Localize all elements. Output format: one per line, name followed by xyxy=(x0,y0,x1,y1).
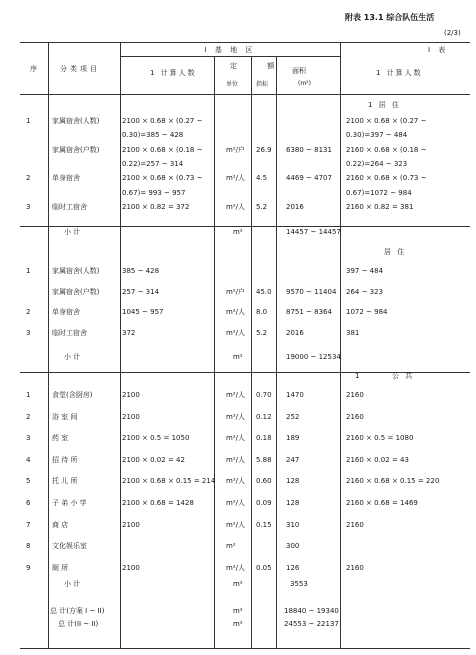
cell-no: 2 xyxy=(26,174,31,183)
cell-name: 商 店 xyxy=(52,520,69,529)
cell-name: 文化娱乐室 xyxy=(52,542,87,551)
group1-header: I 基 地 区 xyxy=(204,46,256,54)
cell-area: 300 xyxy=(286,542,300,551)
group1-people-header: 1 计算人数 xyxy=(150,69,197,77)
cell-name: 家属宿舍(人数) xyxy=(52,117,100,125)
cell-right: 2160 × 0.68 × 0.15 = 220 xyxy=(346,477,440,486)
cell-index: 8.0 xyxy=(256,308,268,316)
cell-name: 家属宿舍(户数) xyxy=(52,145,100,154)
cell-index: 5.2 xyxy=(256,202,268,211)
cell-unit: m²/人 xyxy=(226,434,245,443)
cell-index: 0.60 xyxy=(256,477,272,486)
cell-name: 浴 室 间 xyxy=(52,412,78,421)
subtotal1-unit: m² xyxy=(233,228,243,236)
subtotal3-area: 3553 xyxy=(290,580,308,588)
group2-header: I 表 xyxy=(428,46,449,54)
cell-no: 1 xyxy=(26,267,31,275)
cell-right: 2160 × 0.68 = 1469 xyxy=(346,499,418,507)
cell-unit: m²/户 xyxy=(226,287,245,296)
cell-no: 9 xyxy=(26,563,31,572)
cell-right: 2160 xyxy=(346,520,364,529)
subtotal3-label: 小 计 xyxy=(64,580,81,588)
total-a-area: 18840 ~ 19340 xyxy=(284,607,339,615)
cell-right: 2160 × 0.68 × (0.18 ~ xyxy=(346,145,427,154)
cell-people: 0.22)=257 ~ 314 xyxy=(122,159,184,168)
cell-people: 2100 xyxy=(122,520,140,529)
cell-no: 4 xyxy=(26,455,31,464)
cell-people: 2100 × 0.68 × 0.15 = 214 xyxy=(122,477,216,486)
cell-right: 2160 × 0.82 = 381 xyxy=(346,202,414,211)
cell-unit: m²/人 xyxy=(226,202,245,211)
cell-no: 7 xyxy=(26,520,31,529)
vrule-index xyxy=(276,56,277,648)
cell-name: 招 待 所 xyxy=(52,455,78,464)
cell-people: 2100 × 0.68 × (0.18 ~ xyxy=(122,145,203,154)
cell-index: 4.5 xyxy=(256,174,268,183)
cell-unit: m²/人 xyxy=(226,308,245,316)
cell-people: 2100 × 0.5 = 1050 xyxy=(122,434,190,443)
cell-right: 2160 × 0.02 = 43 xyxy=(346,455,409,464)
cell-area: 310 xyxy=(286,520,300,529)
cell-area: 9570 ~ 11404 xyxy=(286,287,337,296)
subtotal1-label: 小 计 xyxy=(64,228,81,236)
subtotal2-area: 19000 ~ 12534 xyxy=(286,353,341,361)
cell-no: 8 xyxy=(26,542,31,551)
subtotal2-unit: m² xyxy=(233,353,243,361)
cell-area: 189 xyxy=(286,434,300,443)
cell-people: 2100 × 0.68 × (0.73 ~ xyxy=(122,174,203,183)
group1-index-header: 指标 xyxy=(256,81,269,88)
cell-unit: m²/人 xyxy=(226,455,245,464)
group1-area-unit: (m²) xyxy=(298,80,311,87)
cell-right: 2160 × 0.68 × (0.73 ~ xyxy=(346,174,427,183)
cell-index: 45.0 xyxy=(256,287,272,296)
cell-people: 0.30)=385 ~ 428 xyxy=(122,131,184,140)
cell-right: 0.67)=1072 ~ 984 xyxy=(346,188,412,197)
rule-group1-sub xyxy=(120,56,340,57)
cell-right: 2160 xyxy=(346,563,364,572)
cell-unit: m²/人 xyxy=(226,391,245,399)
cell-people: 257 ~ 314 xyxy=(122,287,160,296)
cell-unit: m²/人 xyxy=(226,412,245,421)
cell-right: 264 ~ 323 xyxy=(346,287,384,296)
vrule-no xyxy=(48,42,49,648)
rule-top xyxy=(20,42,470,43)
col-name-header: 分类项目 xyxy=(60,65,100,73)
table-title: 附表 13.1 综合队伍生活 xyxy=(345,13,435,22)
section3-number: 1 xyxy=(355,372,360,380)
total-a-label: 总 计(方案 I ~ II) xyxy=(50,607,105,615)
cell-people: 372 xyxy=(122,328,136,337)
group2-people-header: 1 计算人数 xyxy=(376,69,423,77)
cell-area: 247 xyxy=(286,455,300,464)
vrule-people xyxy=(214,56,215,648)
subtotal3-unit: m² xyxy=(233,580,243,588)
cell-people: 2100 × 0.82 = 372 xyxy=(122,202,190,211)
cell-name: 家属宿舍(人数) xyxy=(52,267,100,275)
cell-name: 临时工宿舍 xyxy=(52,202,87,211)
section3-label: 公 共 xyxy=(392,372,415,380)
cell-unit: m²/人 xyxy=(226,520,245,529)
vrule-unit xyxy=(251,56,252,648)
cell-people: 385 ~ 428 xyxy=(122,267,160,275)
total-a-unit: m² xyxy=(233,607,243,615)
cell-area: 252 xyxy=(286,412,300,421)
total-b-unit: m² xyxy=(233,620,243,628)
cell-name: 临时工宿舍 xyxy=(52,328,87,337)
total-b-label: 总 计(II ~ II) xyxy=(58,620,99,628)
cell-index: 5.88 xyxy=(256,455,272,464)
cell-people: 2100 xyxy=(122,563,140,572)
cell-name: 食堂(含厨房) xyxy=(52,391,93,399)
cell-name: 厕 所 xyxy=(52,563,69,572)
cell-name: 药 室 xyxy=(52,434,69,443)
cell-area: 4469 ~ 4707 xyxy=(286,174,332,183)
group1-area-header: 面积 xyxy=(292,67,306,75)
cell-unit: m²/人 xyxy=(226,477,245,486)
cell-index: 0.70 xyxy=(256,391,272,399)
cell-no: 6 xyxy=(26,499,31,507)
cell-index: 26.9 xyxy=(256,145,272,154)
cell-index: 0.12 xyxy=(256,412,272,421)
section2-label: 居 住 xyxy=(384,248,407,256)
cell-unit: m²/人 xyxy=(226,499,245,507)
cell-no: 3 xyxy=(26,202,31,211)
cell-index: 5.2 xyxy=(256,328,268,337)
cell-no: 2 xyxy=(26,308,31,316)
cell-unit: m²/人 xyxy=(226,174,245,183)
cell-unit: m²/人 xyxy=(226,563,245,572)
cell-area: 6380 ~ 8131 xyxy=(286,145,332,154)
cell-no: 3 xyxy=(26,328,31,337)
cell-right: 381 xyxy=(346,328,360,337)
vrule-area xyxy=(340,42,341,648)
cell-name: 单身宿舍 xyxy=(52,174,80,183)
cell-right: 0.30)=397 ~ 484 xyxy=(346,131,408,140)
cell-index: 0.18 xyxy=(256,434,272,443)
cell-unit: m² xyxy=(226,542,236,551)
cell-index: 0.05 xyxy=(256,563,272,572)
cell-people: 1045 ~ 957 xyxy=(122,308,164,316)
cell-area: 2016 xyxy=(286,202,304,211)
cell-index: 0.15 xyxy=(256,520,272,529)
section1-label: 1 居 住 xyxy=(368,101,401,109)
cell-right: 2160 × 0.5 = 1080 xyxy=(346,434,414,443)
cell-area: 128 xyxy=(286,499,300,507)
cell-no: 1 xyxy=(26,117,31,125)
subtotal2-label: 小 计 xyxy=(64,353,81,361)
cell-index: 0.09 xyxy=(256,499,272,507)
subtotal1-area: 14457 ~ 14457 xyxy=(286,228,341,236)
cell-unit: m²/人 xyxy=(226,328,245,337)
cell-people: 2100 × 0.02 = 42 xyxy=(122,455,185,464)
rule-section1-end xyxy=(20,226,470,227)
cell-right: 397 ~ 484 xyxy=(346,267,384,275)
cell-right: 2100 × 0.68 × (0.27 ~ xyxy=(346,117,427,125)
cell-people: 2100 xyxy=(122,412,140,421)
cell-area: 126 xyxy=(286,563,300,572)
cell-people: 0.67)= 993 ~ 957 xyxy=(122,188,186,197)
total-b-area: 24553 ~ 22137 xyxy=(284,620,339,628)
cell-no: 1 xyxy=(26,391,31,399)
group1-unit-header: 单位 xyxy=(226,81,239,88)
cell-people: 2100 × 0.68 = 1428 xyxy=(122,499,194,507)
cell-area: 1470 xyxy=(286,391,304,399)
cell-area: 2016 xyxy=(286,328,304,337)
rule-header-bottom xyxy=(20,94,470,95)
cell-people: 2100 × 0.68 × (0.27 ~ xyxy=(122,117,203,125)
cell-name: 托 儿 所 xyxy=(52,477,78,486)
cell-no: 3 xyxy=(26,434,31,443)
rule-bottom xyxy=(20,648,470,649)
cell-no: 5 xyxy=(26,477,31,486)
cell-area: 128 xyxy=(286,477,300,486)
cell-name: 单身宿舍 xyxy=(52,308,80,316)
vrule-name xyxy=(120,42,121,648)
cell-right: 2160 xyxy=(346,391,364,399)
cell-right: 2160 xyxy=(346,412,364,421)
cell-no: 2 xyxy=(26,412,31,421)
col-no-header: 序 xyxy=(30,65,37,73)
cell-right: 1072 ~ 984 xyxy=(346,308,388,316)
cell-people: 2100 xyxy=(122,391,140,399)
group1-quota-header: 定 额 xyxy=(230,62,289,70)
page-number: (2/3) xyxy=(444,29,461,37)
cell-area: 8751 ~ 8364 xyxy=(286,308,332,316)
cell-right: 0.22)=264 ~ 323 xyxy=(346,159,408,168)
cell-name: 家属宿舍(户数) xyxy=(52,287,100,296)
cell-unit: m²/户 xyxy=(226,145,245,154)
cell-name: 子 弟 小 学 xyxy=(52,499,87,507)
